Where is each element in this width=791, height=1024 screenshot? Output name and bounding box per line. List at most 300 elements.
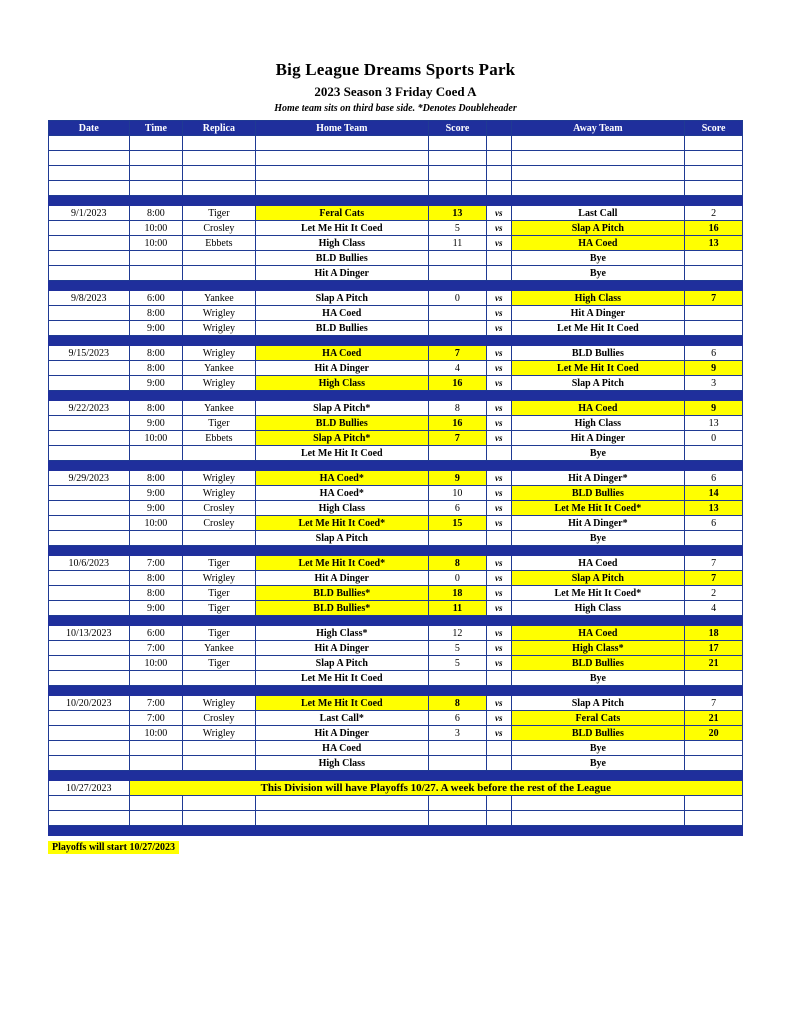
empty-cell [183,181,255,196]
empty-cell [49,166,130,181]
cell-replica: Ebbets [183,236,255,251]
cell-date [49,726,130,741]
cell-home-team: Hit A Dinger [255,361,429,376]
cell-date: 9/15/2023 [49,346,130,361]
column-header-time: Time [129,121,183,136]
cell-replica: Tiger [183,601,255,616]
cell-home-score: 5 [429,221,487,236]
cell-away-score: 20 [685,726,743,741]
cell-away-team: Feral Cats [511,711,685,726]
column-header-replica: Replica [183,121,255,136]
empty-cell [129,811,183,826]
table-row [49,361,743,376]
cell-home-team: Slap A Pitch [255,291,429,306]
cell-date [49,711,130,726]
cell-date: 9/8/2023 [49,291,130,306]
cell-home-score [429,321,487,336]
cell-home-score: 6 [429,501,487,516]
table-row [49,206,743,221]
cell-time: 10:00 [129,726,183,741]
cell-away-team: Bye [511,251,685,266]
empty-cell [49,136,130,151]
cell-home-team: Feral Cats [255,206,429,221]
empty-row [49,166,743,181]
table-row [49,346,743,361]
bye-row [49,531,743,546]
cell-replica: Tiger [183,656,255,671]
cell-home-score: 16 [429,376,487,391]
empty-cell [255,181,429,196]
empty-row [49,136,743,151]
cell-time: 9:00 [129,416,183,431]
cell-away-score: 13 [685,501,743,516]
week-separator [49,616,743,626]
cell-home-team: Slap A Pitch* [255,401,429,416]
cell-away-team: Hit A Dinger [511,431,685,446]
empty-cell [183,136,255,151]
cell-replica: Crosley [183,711,255,726]
table-row [49,601,743,616]
empty-cell [183,811,255,826]
cell-away-score: 18 [685,626,743,641]
empty-row [49,796,743,811]
cell-vs: vs [486,641,511,656]
cell-date: 10/20/2023 [49,696,130,711]
cell-home-team: HA Coed [255,741,429,756]
cell-away-team: Let Me Hit It Coed* [511,501,685,516]
cell-time: 8:00 [129,571,183,586]
empty-cell [129,151,183,166]
cell-away-team: Last Call [511,206,685,221]
cell-away-team: Hit A Dinger* [511,471,685,486]
cell-replica: Tiger [183,586,255,601]
cell-home-team: HA Coed [255,306,429,321]
cell-date [49,641,130,656]
cell-time: 8:00 [129,401,183,416]
cell-home-team: Let Me Hit It Coed [255,696,429,711]
cell-away-score: 17 [685,641,743,656]
week-separator [49,686,743,696]
cell-time: 6:00 [129,291,183,306]
empty-cell [49,181,130,196]
separator-bar [49,771,743,781]
table-row [49,471,743,486]
cell-date: 9/1/2023 [49,206,130,221]
cell-away-score: 2 [685,206,743,221]
empty-cell [429,796,487,811]
cell-time [129,741,183,756]
cell-home-score [429,266,487,281]
cell-away-team: Bye [511,446,685,461]
cell-time: 9:00 [129,501,183,516]
cell-date: 10/13/2023 [49,626,130,641]
cell-time: 10:00 [129,236,183,251]
empty-cell [429,166,487,181]
table-row [49,221,743,236]
cell-vs: vs [486,401,511,416]
cell-away-score: 4 [685,601,743,616]
cell-vs: vs [486,696,511,711]
cell-replica [183,741,255,756]
cell-replica: Yankee [183,641,255,656]
cell-away-score: 14 [685,486,743,501]
cell-time: 6:00 [129,626,183,641]
cell-time: 8:00 [129,346,183,361]
cell-home-score [429,531,487,546]
table-row [49,401,743,416]
cell-time: 10:00 [129,431,183,446]
cell-vs: vs [486,361,511,376]
cell-away-score [685,251,743,266]
empty-cell [685,181,743,196]
cell-away-team: Slap A Pitch [511,571,685,586]
cell-home-score: 5 [429,641,487,656]
cell-away-score: 7 [685,571,743,586]
table-row [49,726,743,741]
cell-home-score: 8 [429,696,487,711]
cell-date [49,321,130,336]
cell-home-score [429,446,487,461]
cell-home-team: HA Coed [255,346,429,361]
cell-replica: Crosley [183,221,255,236]
column-header-vs [486,121,511,136]
cell-away-score: 7 [685,696,743,711]
cell-date: 10/27/2023 [49,781,130,796]
cell-away-team: HA Coed [511,236,685,251]
empty-cell [49,151,130,166]
cell-away-team: Slap A Pitch [511,221,685,236]
cell-vs: vs [486,471,511,486]
cell-replica: Tiger [183,556,255,571]
cell-date: 9/29/2023 [49,471,130,486]
cell-date: 9/22/2023 [49,401,130,416]
cell-away-team: Slap A Pitch [511,696,685,711]
cell-date [49,501,130,516]
cell-date [49,446,130,461]
cell-date [49,756,130,771]
cell-away-score [685,321,743,336]
separator-bar [49,826,743,836]
playoff-notice-row [49,781,743,796]
cell-away-score [685,446,743,461]
cell-away-score [685,671,743,686]
cell-vs [486,266,511,281]
cell-time [129,531,183,546]
cell-home-score: 8 [429,556,487,571]
cell-away-score: 3 [685,376,743,391]
cell-away-score: 7 [685,291,743,306]
cell-home-score: 15 [429,516,487,531]
cell-vs: vs [486,626,511,641]
table-row [49,236,743,251]
week-separator [49,546,743,556]
cell-time: 10:00 [129,516,183,531]
cell-replica [183,251,255,266]
cell-date: 10/6/2023 [49,556,130,571]
cell-replica [183,531,255,546]
cell-away-team: Bye [511,756,685,771]
cell-date [49,586,130,601]
separator-bar [49,686,743,696]
cell-away-score [685,756,743,771]
table-header-row [49,121,743,136]
cell-home-score: 9 [429,471,487,486]
cell-away-team: Hit A Dinger [511,306,685,321]
separator-bar [49,281,743,291]
cell-away-score: 2 [685,586,743,601]
cell-home-score: 0 [429,291,487,306]
cell-time [129,266,183,281]
column-header-score-home: Score [429,121,487,136]
cell-time: 9:00 [129,321,183,336]
empty-cell [685,151,743,166]
cell-away-team: Let Me Hit It Coed* [511,586,685,601]
empty-row [49,151,743,166]
cell-home-team: High Class [255,236,429,251]
empty-cell [511,151,685,166]
cell-vs: vs [486,221,511,236]
cell-home-team: Slap A Pitch [255,531,429,546]
separator-bar [49,196,743,206]
cell-vs [486,446,511,461]
cell-date [49,571,130,586]
week-separator [49,281,743,291]
cell-home-score: 11 [429,601,487,616]
cell-home-score: 8 [429,401,487,416]
cell-away-team: HA Coed [511,401,685,416]
cell-away-score: 21 [685,656,743,671]
cell-away-score: 6 [685,516,743,531]
cell-replica: Tiger [183,206,255,221]
cell-home-score [429,756,487,771]
cell-away-team: High Class* [511,641,685,656]
cell-date [49,236,130,251]
table-row [49,696,743,711]
cell-away-score [685,306,743,321]
table-row [49,486,743,501]
table-row [49,321,743,336]
empty-cell [685,136,743,151]
empty-cell [685,811,743,826]
empty-cell [429,136,487,151]
cell-away-team: High Class [511,291,685,306]
cell-away-score [685,741,743,756]
cell-vs: vs [486,321,511,336]
empty-row [49,811,743,826]
cell-vs: vs [486,601,511,616]
cell-home-team: High Class [255,376,429,391]
cell-home-score: 18 [429,586,487,601]
column-header-score-away: Score [685,121,743,136]
cell-home-score [429,251,487,266]
empty-cell [511,811,685,826]
cell-replica: Ebbets [183,431,255,446]
table-row [49,431,743,446]
table-row [49,556,743,571]
cell-date [49,601,130,616]
cell-vs: vs [486,571,511,586]
cell-home-score: 4 [429,361,487,376]
cell-vs [486,531,511,546]
cell-home-score [429,741,487,756]
cell-away-team: High Class [511,416,685,431]
cell-away-team: Let Me Hit It Coed [511,361,685,376]
playoff-note: Playoffs will start 10/27/2023 [48,841,179,854]
cell-home-team: Let Me Hit It Coed [255,221,429,236]
table-row [49,376,743,391]
cell-time: 10:00 [129,656,183,671]
cell-home-team: Slap A Pitch [255,656,429,671]
cell-away-team: HA Coed [511,626,685,641]
cell-date [49,221,130,236]
cell-home-team: BLD Bullies [255,321,429,336]
cell-away-score: 0 [685,431,743,446]
cell-time [129,251,183,266]
cell-replica: Wrigley [183,376,255,391]
cell-away-score [685,266,743,281]
cell-time: 8:00 [129,206,183,221]
cell-vs [486,671,511,686]
cell-home-score: 11 [429,236,487,251]
empty-cell [486,811,511,826]
cell-vs [486,756,511,771]
cell-replica: Wrigley [183,571,255,586]
cell-date [49,266,130,281]
cell-home-team: BLD Bullies [255,251,429,266]
cell-home-team: Slap A Pitch* [255,431,429,446]
cell-replica: Wrigley [183,726,255,741]
table-row [49,641,743,656]
table-row [49,501,743,516]
cell-vs: vs [486,376,511,391]
table-row [49,416,743,431]
cell-vs: vs [486,501,511,516]
cell-home-score: 10 [429,486,487,501]
cell-away-score: 16 [685,221,743,236]
empty-cell [255,811,429,826]
empty-cell [255,166,429,181]
cell-replica [183,446,255,461]
cell-away-team: Let Me Hit It Coed [511,321,685,336]
cell-replica: Crosley [183,501,255,516]
cell-home-score: 5 [429,656,487,671]
cell-home-team: Hit A Dinger [255,266,429,281]
column-header-date: Date [49,121,130,136]
cell-date [49,741,130,756]
cell-vs: vs [486,586,511,601]
cell-vs: vs [486,306,511,321]
cell-away-team: Bye [511,266,685,281]
cell-home-score: 7 [429,431,487,446]
cell-vs: vs [486,206,511,221]
cell-replica: Wrigley [183,306,255,321]
cell-away-team: High Class [511,601,685,616]
cell-time: 8:00 [129,471,183,486]
table-row [49,626,743,641]
separator-bar [49,546,743,556]
cell-home-team: High Class [255,501,429,516]
cell-time: 8:00 [129,361,183,376]
cell-time: 7:00 [129,711,183,726]
cell-date [49,656,130,671]
bye-row [49,671,743,686]
table-row [49,586,743,601]
empty-cell [486,151,511,166]
cell-home-score: 0 [429,571,487,586]
empty-cell [129,166,183,181]
cell-time: 9:00 [129,601,183,616]
cell-home-score: 12 [429,626,487,641]
cell-home-team: High Class [255,756,429,771]
cell-time [129,671,183,686]
cell-replica: Tiger [183,416,255,431]
cell-date [49,531,130,546]
cell-away-team: Bye [511,671,685,686]
footer-area [48,836,743,855]
empty-row [49,181,743,196]
bye-row [49,756,743,771]
cell-vs: vs [486,726,511,741]
empty-cell [49,811,130,826]
cell-date [49,251,130,266]
cell-home-score [429,306,487,321]
cell-time: 9:00 [129,486,183,501]
table-row [49,656,743,671]
empty-cell [685,796,743,811]
empty-cell [183,166,255,181]
cell-replica: Wrigley [183,346,255,361]
cell-date [49,416,130,431]
cell-home-score: 16 [429,416,487,431]
cell-away-score: 13 [685,416,743,431]
empty-cell [129,136,183,151]
table-body [49,136,743,836]
cell-date [49,361,130,376]
separator-bar [49,616,743,626]
cell-replica [183,266,255,281]
cell-home-team: BLD Bullies* [255,586,429,601]
empty-cell [129,181,183,196]
cell-away-score: 21 [685,711,743,726]
cell-date [49,431,130,446]
cell-away-team: BLD Bullies [511,346,685,361]
cell-home-team: Hit A Dinger [255,641,429,656]
table-row [49,516,743,531]
cell-home-team: Hit A Dinger [255,571,429,586]
column-header-home-team: Home Team [255,121,429,136]
cell-home-score [429,671,487,686]
cell-replica: Yankee [183,291,255,306]
empty-cell [49,796,130,811]
cell-home-team: Let Me Hit It Coed* [255,556,429,571]
cell-time: 7:00 [129,556,183,571]
cell-vs: vs [486,656,511,671]
cell-vs: vs [486,711,511,726]
cell-time: 7:00 [129,696,183,711]
cell-away-team: BLD Bullies [511,486,685,501]
empty-cell [511,181,685,196]
page-title: Big League Dreams Sports Park [275,60,516,79]
cell-date [49,516,130,531]
cell-home-team: HA Coed* [255,486,429,501]
week-separator [49,336,743,346]
cell-home-team: Let Me Hit It Coed [255,446,429,461]
table-row [49,711,743,726]
cell-home-team: Hit A Dinger [255,726,429,741]
cell-away-team: HA Coed [511,556,685,571]
cell-vs [486,251,511,266]
cell-time: 7:00 [129,641,183,656]
